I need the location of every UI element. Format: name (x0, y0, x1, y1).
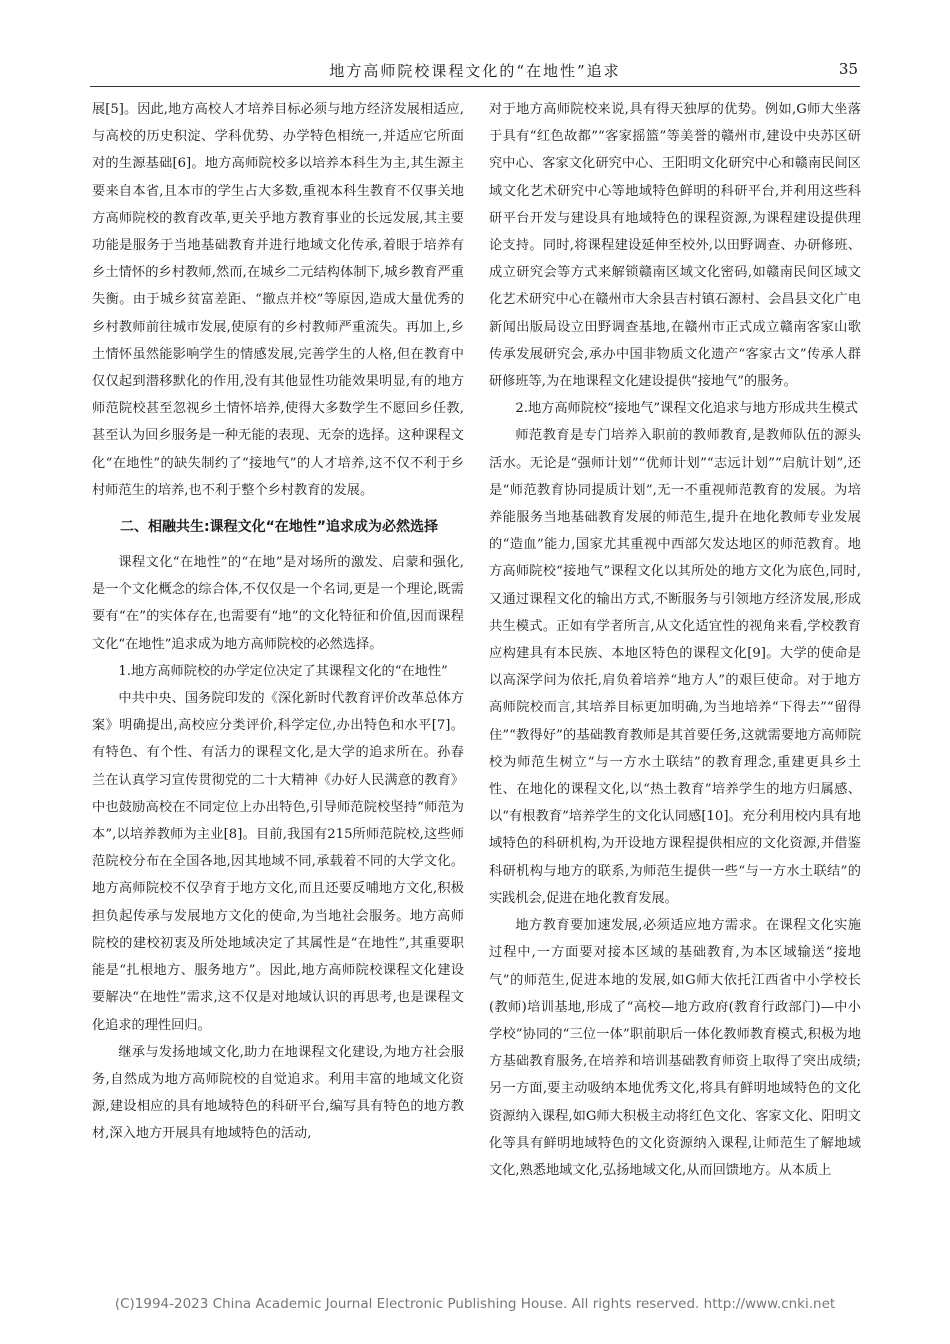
left-paragraph-4: 继承与发扬地域文化,助力在地课程文化建设,为地方社会服务,自然成为地方高师院校的自觉追求。利用丰富的地域文化资源,建设相应的具有地域特色的科研平台,编写具有特色的地方教材,深入地方开展具有地域特色的活动, (92, 1044, 464, 1142)
subheading-1: 1.地方高师院校的办学定位决定了其课程文化的“在地性” (118, 663, 448, 679)
right-column (489, 96, 861, 1261)
left-paragraph-1: 展[5]。因此,地方高校人才培养目标必须与地方经济发展相适应,与高校的历史积淀、学科优势、办学特色相统一,并适应它所面对的生源基础[6]。地方高师院校多以培养本科生为主,其生源主要来自本省,且本市的学生占大多数,重视本科生教育不仅事关地方高师院校的教育改革,更关乎地方教育事业的长远发展,其主要功能是服务于当地基础教育并进行地域文化传承,着眼于培养有乡土情怀的乡村教师,然而,在城乡二元结构体制下,城乡教育严重失衡。由于城乡贫富差距、“撤点并校”等原因,造成大量优秀的乡村教师前往城市发展,使原有的乡村教师严重流失。再加上,乡土情怀虽然能影响学生的情感发展,完善学生的人格,但在教育中仅仅起到潜移默化的作用,没有其他显性功能效果明显,有的地方师范院校甚至忽视乡土情怀培养,使得大多数学生不愿回乡任教,甚至认为回乡服务是一种无能的表现、无奈的选择。这种课程文化“在地性”的缺失制约了“接地气”的人才培养,这不仅不利于乡村师范生的培养,也不利于整个乡村教育的发展。 (92, 102, 464, 498)
subheading-2: 2.地方高师院校“接地气”课程文化追求与地方形成共生模式 (515, 401, 858, 417)
copyright-footer: (C)1994-2023 China Academic Journal Electronic Publishing House. All rights reserved. http://www.cnki.net (114, 1296, 836, 1312)
left-column (92, 96, 464, 1261)
right-paragraph-3: 地方教育要加速发展,必须适应地方需求。在课程文化实施过程中,一方面要对接本区域的基础教育,为本区域输送“接地气”的师范生,促进本地的发展,如G师大依托江西省中小学校长(教师)培训基地,形成了“高校—地方政府(教育行政部门)—中小学校”协同的“三位一体”职前职后一体化教师教育模式,积极为地方基础教育服务,在培养和培训基础教育师资上取得了突出成绩;另一方面,要主动吸纳本地优秀文化,将具有鲜明地域特色的文化资源纳入课程,如G师大积极主动将红色文化、客家文化、阳明文化等具有鲜明地域特色的文化资源纳入课程,让师范生了解地域文化,熟悉地域文化,弘扬地域文化,从而回馈地方。从本质上 (489, 918, 861, 1178)
left-paragraph-3: 中共中央、国务院印发的《深化新时代教育评价改革总体方案》明确提出,高校应分类评价,科学定位,办出特色和水平[7]。有特色、有个性、有活力的课程文化,是大学的追求所在。孙春兰在认真学习宣传贯彻党的二十大精神《办好人民满意的教育》中也鼓励高校在不同定位上办出特色,引导师范院校坚持“师范为本”,以培养教师为主业[8]。目前,我国有215所师范院校,这些师范院校分布在全国各地,因其地域不同,承载着不同的大学文化。地方高师院校不仅孕育于地方文化,而且还要反哺地方文化,积极担负起传承与发展地方文化的使命,为当地社会服务。地方高师院校的建校初衷及所处地域决定了其属性是“在地性”,其重要职能是“扎根地方、服务地方”。因此,地方高师院校课程文化建设要解决“在地性”需求,这不仅是对地域认识的再思考,也是课程文化追求的理性回归。 (92, 691, 464, 1033)
section-heading: 二、相融共生:课程文化“在地性”追求成为必然选择 (120, 519, 438, 536)
left-paragraph-2: 课程文化“在地性”的“在地”是对场所的激发、启蒙和强化,是一个文化概念的综合体,不仅仅是一个名词,更是一个理论,既需要有“在”的实体存在,也需要有“地”的文化特征和价值,因而课程文化“在地性”追求成为地方高师院校的必然选择。 (92, 555, 464, 652)
right-paragraph-1: 对于地方高师院校来说,具有得天独厚的优势。例如,G师大坐落于具有“红色故都”“客家摇篮”等美誉的赣州市,建设中央苏区研究中心、客家文化研究中心、王阳明文化研究中心和赣南民间区域文化艺术研究中心等地域特色鲜明的科研平台,并利用这些科研平台开发与建设具有地域特色的课程资源,为课程建设提供理论支持。同时,将课程建设延伸至校外,以田野调查、办研修班、成立研究会等方式来解锁赣南区域文化密码,如赣南民间区域文化艺术研究中心在赣州市大余县吉村镇石源村、会昌县文化广电新闻出版局设立田野调查基地,在赣州市正式成立赣南客家山歌传承发展研究会,承办中国非物质文化遗产“客家古文”传承人群研修班等,为在地课程文化建设提供“接地气”的服务。 (489, 102, 861, 390)
page-number: 35 (838, 60, 858, 78)
running-header-title: 地方高师院校课程文化的“在地性”追求 (329, 62, 621, 80)
running-header (90, 58, 860, 87)
right-paragraph-2: 师范教育是专门培养入职前的教师教育,是教师队伍的源头活水。无论是“强师计划”“优师计划”“志远计划”“启航计划”,还是“师范教育协同提质计划”,无一不重视师范教育的发展。为培养能服务当地基础教育发展的师范生,提升在地化教师专业发展的“造血”能力,国家尤其重视中西部欠发达地区的师范教育。地方高师院校“接地气”课程文化以其所处的地方文化为底色,同时,又通过课程文化的输出方式,不断服务与引领地方经济发展,形成共生模式。正如有学者所言,从文化适宜性的视角来看,学校教育应构建具有本民族、本地区特色的课程文化[9]。大学的使命是以高深学问为依托,肩负着培养“地方人”的艰巨使命。对于地方高师院校而言,其培养目标更加明确,为当地培养“下得去”“留得住”“教得好”的基础教育教师是其首要任务,这就需要地方高师院校为师范生树立“与一方水土联结”的教育理念,重建更具乡土性、在地化的课程文化,以“热土教育”培养学生的地方归属感、以“有根教育”培养学生的文化认同感[10]。充分利用校内具有地域特色的科研机构,为开设地方课程提供相应的文化资源,并借鉴科研机构与地方的联系,为师范生提供一些“与一方水土联结”的实践机会,促进在地化教育发展。 (489, 428, 861, 906)
